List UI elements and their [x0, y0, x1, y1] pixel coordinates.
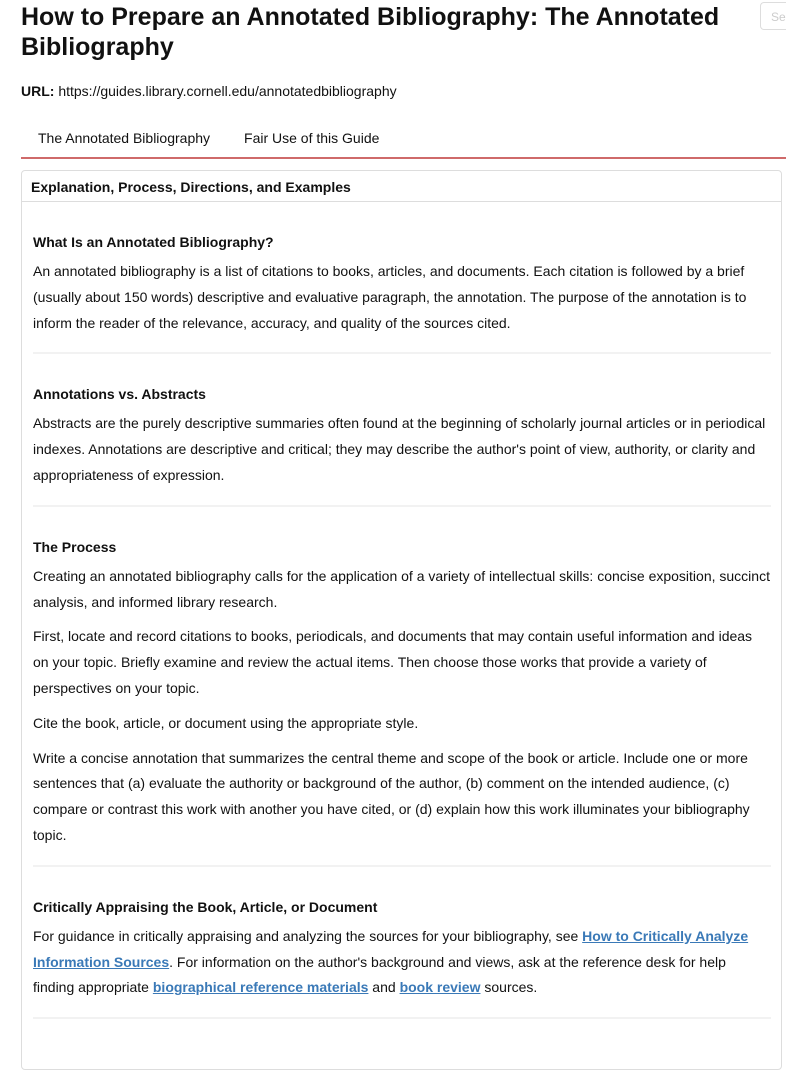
section-the-process — [33, 507, 771, 867]
section-heading: Annotations vs. Abstracts — [33, 386, 206, 403]
tab-fair-use[interactable]: Fair Use of this Guide — [244, 130, 380, 146]
section-annotations-vs-abstracts — [33, 354, 771, 506]
link-critically-analyze-sources[interactable]: How to Critically Analyze Information Sources — [33, 927, 749, 970]
link-book-review[interactable]: book review — [399, 979, 481, 996]
section-paragraph: An annotated bibliography is a list of citations to books, articles, and documents. Each citation is followed by a brief (usually about 150 words) descriptive and evaluative paragraph, the annotation. The purpose of the annotation is to inform the reader of the relevance, accuracy, and quality of the sources cited. — [33, 263, 747, 331]
section-paragraph: Cite the book, article, or document using the appropriate style. — [33, 714, 419, 731]
section-paragraph: Creating an annotated bibliography calls for the application of a variety of intellectual skills: concise exposition, succinct analysis, and informed library research. — [33, 567, 770, 610]
tab-annotated-bibliography[interactable]: The Annotated Bibliography — [38, 130, 211, 146]
search-input[interactable]: Se — [760, 2, 786, 30]
section-heading: What Is an Annotated Bibliography? — [33, 234, 274, 250]
content-panel — [21, 170, 782, 1070]
link-biographical-reference[interactable]: biographical reference materials — [152, 979, 369, 996]
guide-tabs — [21, 120, 786, 159]
section-paragraph: Write a concise annotation that summarizes the central theme and scope of the book or article. Include one or more sentences that (a) evaluate the authority or background of the author, (b) comment on the intended audience, (c) compare or contrast this work with another you have cited, or (d) explain how this work illuminates your bibliography topic. — [33, 749, 750, 843]
section-paragraph: First, locate and record citations to books, periodicals, and documents that may contain useful information and ideas on your topic. Briefly examine and review the actual items. Then choose those works that provide a variety of perspectives on your topic. — [33, 628, 753, 696]
section-critically-appraising — [33, 867, 771, 1019]
section-paragraph — [33, 924, 771, 1001]
url-label: URL: — [21, 83, 55, 99]
page-title: How to Prepare an Annotated Bibliography: The Annotated Bibliography — [21, 3, 720, 61]
section-heading: The Process — [33, 538, 117, 555]
paragraph-text: For guidance in critically appraising and analyzing the sources for your bibliography, see — [33, 927, 583, 944]
section-heading: Critically Appraising the Book, Article, or Document — [33, 898, 378, 915]
section-paragraph: Abstracts are the purely descriptive summaries often found at the beginning of scholarly journal articles or in periodical indexes. Annotations are descriptive and critical; they may describe the author's point of view, authority, or clarity and appropriateness of expression. — [33, 415, 766, 483]
panel-heading: Explanation, Process, Directions, and Examples — [22, 171, 781, 202]
url-value: https://guides.library.cornell.edu/annotatedbibliography — [58, 83, 397, 99]
paragraph-text: sources. — [480, 979, 538, 996]
panel-body — [22, 202, 781, 1019]
section-what-is — [33, 202, 771, 354]
guide-url — [21, 83, 397, 100]
paragraph-text: and — [368, 979, 400, 996]
paragraph-text: . For information on the author's background and views, ask at the reference desk for help finding appropriate — [33, 953, 726, 996]
